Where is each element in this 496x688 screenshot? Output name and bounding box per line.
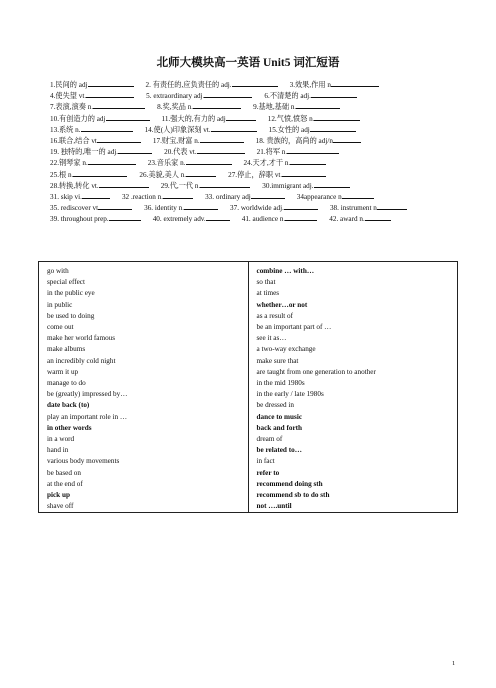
phrase-right: refer to (248, 468, 458, 479)
answer-blank (81, 125, 133, 132)
vocab-item (162, 114, 262, 125)
phrase-right: whether…or not (248, 300, 458, 311)
answer-blank (331, 80, 379, 87)
phrase-left: an incredibly cold night (39, 356, 249, 367)
answer-blank (226, 114, 256, 121)
vocab-item (50, 91, 140, 102)
vocab-prompt: 11.强大的,有力的 adj (161, 114, 226, 123)
page-title: 北师大模块高一英语 Unit5 词汇短语 (156, 57, 340, 69)
answer-blank (314, 181, 350, 188)
vocab-prompt: 29.代,一代 n. (160, 181, 201, 190)
vocab-item (146, 80, 284, 91)
vocab-prompt: 32 .reaction n. (121, 192, 164, 201)
phrase-left: come out (39, 322, 249, 333)
answer-blank (284, 203, 318, 210)
vocab-prompt: 5. extraordinary adj. (146, 92, 205, 101)
vocab-prompt: 41. audience n. (241, 215, 286, 224)
vocab-line (50, 114, 450, 125)
phrase-right: in the mid 1980s (248, 378, 458, 389)
phrase-right: a two-way exchange (248, 344, 458, 355)
answer-blank (333, 136, 361, 143)
phrase-row (39, 322, 458, 333)
vocab-item (330, 203, 413, 214)
vocab-line (50, 214, 450, 225)
vocab-line (50, 136, 450, 147)
phrase-row (39, 356, 458, 367)
phrase-right: dream of (248, 434, 458, 445)
vocab-prompt: 19. 独特的,唯一的 adj. (50, 148, 119, 157)
answer-blank (211, 125, 257, 132)
phrase-right: dance to music (248, 412, 458, 423)
vocab-prompt: 38. instrument n (329, 204, 377, 213)
vocab-item (50, 181, 155, 192)
phrase-left: warm it up (39, 367, 249, 378)
vocab-item (262, 181, 355, 192)
vocab-item (50, 170, 133, 181)
answer-blank (251, 192, 285, 199)
vocab-item (164, 147, 251, 158)
phrase-left: various body movements (39, 456, 249, 467)
vocab-prompt: 30.immigrant adj. (262, 181, 314, 190)
phrase-row (39, 277, 458, 288)
vocab-prompt: 36. identity n. (144, 204, 185, 213)
answer-blank (290, 158, 326, 165)
vocab-prompt: 8.奖,奖品 n. (157, 103, 194, 112)
answer-blank (282, 170, 326, 177)
vocab-item (153, 214, 236, 225)
vocab-prompt: 13.系统 n. (50, 125, 81, 134)
answer-blank (109, 214, 141, 221)
answer-blank (118, 147, 152, 154)
vocab-prompt: 15.女性的 adj (268, 125, 310, 134)
phrase-right: recommend doing sth (248, 479, 458, 490)
phrase-row (39, 288, 458, 299)
vocab-prompt: 34appearance n (296, 192, 342, 201)
vocab-line (50, 158, 450, 169)
answer-blank (365, 214, 391, 221)
phrase-right: be dressed in (248, 400, 458, 411)
phrase-left: be based on (39, 468, 249, 479)
vocab-item (145, 125, 263, 136)
vocab-item (290, 80, 385, 91)
phrase-row (39, 423, 458, 434)
vocab-prompt: 20.代表 vt. (164, 148, 197, 157)
vocab-item (228, 170, 332, 181)
phrase-row (39, 400, 458, 411)
vocab-prompt: 2. 有责任的,应负责任的 adj. (145, 81, 232, 89)
vocab-item (230, 203, 324, 214)
vocab-item (268, 114, 367, 125)
answer-blank (311, 91, 357, 98)
phrase-row (39, 490, 458, 501)
phrase-right: at times (248, 288, 458, 299)
vocab-item (329, 214, 397, 225)
answer-blank (82, 192, 110, 199)
phrase-left: in public (39, 300, 249, 311)
vocab-item (148, 158, 238, 169)
vocab-prompt: 40. extremely adv. (152, 215, 206, 224)
vocab-item (50, 125, 139, 136)
vocab-item (50, 80, 140, 91)
answer-blank (204, 91, 252, 98)
phrase-left: hand in (39, 445, 249, 456)
vocab-item (269, 125, 362, 136)
phrase-right: be related to… (248, 445, 458, 456)
vocab-prompt: 27.停止，辞职 vt. (228, 170, 283, 179)
page-number: 1 (452, 660, 456, 667)
phrase-left: play an important role in … (39, 412, 249, 423)
answer-blank (97, 136, 141, 143)
vocab-prompt: 3.效果,作用 n (289, 81, 331, 89)
vocab-item (244, 158, 333, 169)
vocab-item (257, 147, 346, 158)
vocab-prompt: 39. throughout prep. (50, 215, 109, 224)
vocab-item (50, 147, 158, 158)
vocab-prompt: 6.不清楚的 adj. (264, 92, 311, 101)
phrase-left: go with (39, 262, 249, 278)
phrase-left: make albums (39, 344, 249, 355)
vocab-prompt: 7.表演,演奏 n. (50, 103, 94, 112)
vocab-prompt: 22.钢琴家 n. (50, 159, 88, 168)
phrase-row (39, 378, 458, 389)
vocab-prompt: 37. worldwide adj. (230, 204, 284, 213)
vocab-prompt: 14.使(人)印象深刻 vt. (144, 125, 211, 134)
vocab-item (153, 136, 250, 147)
vocab-item (50, 192, 116, 203)
answer-blank (200, 136, 244, 143)
vocab-prompt: 1.民间的 adj (50, 81, 88, 89)
phrase-row (39, 412, 458, 423)
answer-blank (88, 80, 134, 87)
vocab-prompt: 21.将军 n. (256, 148, 288, 157)
vocab-prompt: 24.天才,才干 n. (243, 159, 291, 168)
vocab-line (50, 102, 450, 113)
answer-blank (200, 181, 250, 188)
answer-blank (186, 158, 232, 165)
vocab-line (50, 170, 450, 181)
answer-blank (88, 158, 136, 165)
vocab-item (205, 192, 291, 203)
phrase-right: as a result of (248, 311, 458, 322)
answer-blank (342, 192, 374, 199)
answer-blank (193, 102, 241, 109)
phrase-left: in the public eye (39, 288, 249, 299)
answer-blank (377, 203, 407, 210)
answer-blank (314, 114, 360, 121)
vocab-prompt: 23.音乐家 n. (147, 159, 186, 168)
answer-blank (98, 203, 132, 210)
vocab-prompt: 31. skip vi. (50, 192, 82, 201)
phrase-row (39, 344, 458, 355)
vocab-line (50, 181, 450, 192)
vocabulary-section (50, 80, 450, 225)
vocab-item (122, 192, 199, 203)
vocab-item (157, 102, 247, 113)
vocab-prompt: 26.美貌,美人 n. (139, 170, 187, 179)
answer-blank (296, 102, 340, 109)
vocab-item (264, 91, 363, 102)
phrase-right: recommend sb to do sth (248, 490, 458, 501)
vocab-item (50, 158, 142, 169)
answer-blank (73, 170, 127, 177)
answer-blank (93, 102, 145, 109)
vocab-line (50, 80, 450, 91)
vocab-item (139, 170, 222, 181)
phrase-row (39, 300, 458, 311)
phrase-right: in the early / late 1980s (248, 389, 458, 400)
vocab-line (50, 203, 450, 214)
phrase-row (39, 389, 458, 400)
phrase-right: in fact (248, 456, 458, 467)
vocab-item (297, 192, 380, 203)
vocab-item (50, 114, 156, 125)
phrase-right: so that (248, 277, 458, 288)
phrase-row (39, 479, 458, 490)
answer-blank (184, 203, 218, 210)
vocab-item (146, 91, 258, 102)
phrase-row (39, 456, 458, 467)
answer-blank (197, 147, 245, 154)
phrase-left: be (greatly) impressed by… (39, 389, 249, 400)
phrase-row (39, 311, 458, 322)
phrase-row (39, 445, 458, 456)
phrase-left: in other words (39, 423, 249, 434)
vocab-prompt: 4.使失望 vt. (50, 92, 87, 101)
vocab-item (256, 136, 367, 147)
phrase-left: in a word (39, 434, 249, 445)
phrase-right: see it as… (248, 333, 458, 344)
vocab-item (253, 102, 346, 113)
phrase-left: be used to doing (39, 311, 249, 322)
vocab-line (50, 125, 450, 136)
answer-blank (106, 114, 150, 121)
vocab-item (50, 136, 147, 147)
phrase-row (39, 468, 458, 479)
phrase-right: are taught from one generation to another (248, 367, 458, 378)
phrase-row (39, 501, 458, 513)
phrase-left: shave off (39, 501, 249, 513)
vocab-line (50, 91, 450, 102)
phrase-right: combine … with… (248, 262, 458, 278)
phrase-left: pick up (39, 490, 249, 501)
answer-blank (86, 91, 134, 98)
vocab-prompt: 42. award n. (329, 215, 365, 224)
answer-blank (186, 170, 216, 177)
phrase-row (39, 434, 458, 445)
phrase-table (38, 261, 458, 513)
vocab-prompt: 28.转换,转化 vt. (50, 181, 99, 190)
answer-blank (99, 181, 149, 188)
vocab-prompt: 17.财宝,财富 n. (152, 136, 200, 145)
phrase-row (39, 262, 458, 278)
phrase-right: back and forth (248, 423, 458, 434)
phrase-left: manage to do (39, 378, 249, 389)
phrase-row (39, 367, 458, 378)
vocab-line (50, 192, 450, 203)
vocab-item (50, 102, 151, 113)
answer-blank (287, 147, 339, 154)
answer-blank (232, 80, 278, 87)
phrase-left: date back (to) (39, 400, 249, 411)
vocab-item (50, 203, 138, 214)
answer-blank (163, 192, 193, 199)
vocab-prompt: 18. 贵族的，高尚的 adj/n (255, 136, 333, 145)
phrase-row (39, 333, 458, 344)
phrase-right: be an important part of … (248, 322, 458, 333)
vocab-prompt: 35. rediscover vt (50, 204, 99, 213)
vocab-item (161, 181, 257, 192)
vocab-prompt: 10.有创造力的 adj (50, 114, 106, 123)
phrase-left: at the end of (39, 479, 249, 490)
answer-blank (310, 125, 356, 132)
phrase-right: not ….until (248, 501, 458, 513)
answer-blank (206, 214, 230, 221)
phrase-right: make sure that (248, 356, 458, 367)
vocab-item (144, 203, 224, 214)
vocab-prompt: 16.联合,结合 vt (50, 136, 97, 145)
phrase-left: make her world famous (39, 333, 249, 344)
vocab-prompt: 9.基地,基础 n. (253, 103, 297, 112)
vocab-prompt: 25.根 n. (50, 170, 74, 179)
vocab-item (242, 214, 324, 225)
vocab-item (50, 214, 147, 225)
vocab-prompt: 12.气愤,愤怒 n. (267, 114, 315, 123)
vocab-prompt: 33. ordinary adj (205, 192, 251, 201)
answer-blank (285, 214, 317, 221)
vocab-line (50, 147, 450, 158)
phrase-left: special effect (39, 277, 249, 288)
